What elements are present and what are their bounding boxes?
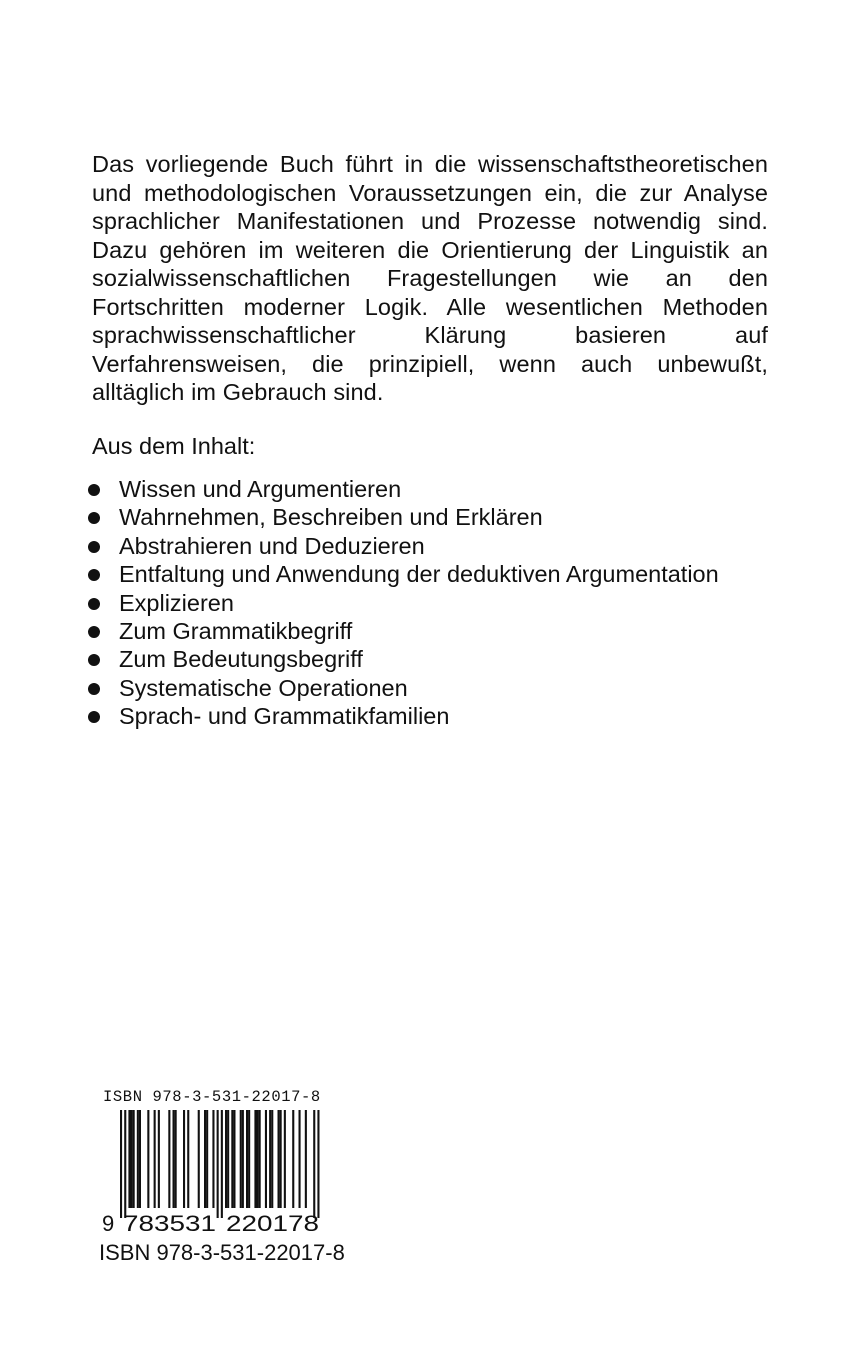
bullet-icon xyxy=(88,598,100,610)
barcode-bar xyxy=(158,1110,160,1208)
barcode-digits-left: 783531 xyxy=(123,1211,216,1234)
barcode-bar xyxy=(204,1110,206,1208)
barcode-bar xyxy=(124,1110,126,1218)
contents-item-label: Explizieren xyxy=(119,589,234,616)
barcode-bar xyxy=(292,1110,294,1208)
barcode-bar xyxy=(231,1110,233,1208)
barcode-bar xyxy=(187,1110,189,1208)
barcode-bar xyxy=(212,1110,214,1208)
contents-item xyxy=(88,645,719,673)
barcode-bar xyxy=(221,1110,223,1218)
bullet-icon xyxy=(88,711,100,723)
barcode-bar xyxy=(217,1110,219,1218)
barcode-bar xyxy=(198,1110,200,1208)
contents-item xyxy=(88,617,719,645)
barcode-bar xyxy=(248,1110,250,1208)
barcode-bar xyxy=(154,1110,156,1208)
barcode-bar xyxy=(305,1110,307,1208)
barcode-bar xyxy=(313,1110,315,1218)
contents-item xyxy=(88,702,719,730)
contents-item-label: Entfaltung und Anwendung der deduktiven Argumentation xyxy=(119,561,719,588)
barcode-bar xyxy=(280,1110,282,1208)
barcode-bar xyxy=(269,1110,271,1208)
contents-item-label: Sprach- und Grammatikfamilien xyxy=(119,703,450,730)
barcode-bar xyxy=(128,1110,130,1208)
barcode-bar xyxy=(225,1110,227,1208)
bullet-icon xyxy=(88,683,100,695)
barcode-bar xyxy=(317,1110,319,1218)
barcode-bar xyxy=(278,1110,280,1208)
contents-item xyxy=(88,589,719,617)
barcode-bar xyxy=(133,1110,135,1208)
bullet-icon xyxy=(88,626,100,638)
contents-item xyxy=(88,503,719,531)
barcode-digit-first: 9 xyxy=(102,1211,115,1234)
bullet-icon xyxy=(88,654,100,666)
barcode-bar xyxy=(147,1110,149,1208)
barcode-bar xyxy=(175,1110,177,1208)
contents-heading: Aus dem Inhalt: xyxy=(92,433,256,459)
barcode-bar xyxy=(299,1110,301,1208)
barcode-bar xyxy=(246,1110,248,1208)
barcode-bar xyxy=(240,1110,242,1208)
contents-item-label: Zum Bedeutungsbegriff xyxy=(119,646,363,673)
barcode-bar xyxy=(131,1110,133,1208)
barcode-bar xyxy=(242,1110,244,1208)
barcode-bar xyxy=(183,1110,185,1208)
contents-item-label: Wahrnehmen, Beschreiben und Erklären xyxy=(119,504,543,531)
contents-item xyxy=(88,560,719,588)
barcode-bar xyxy=(233,1110,235,1208)
contents-item-label: Zum Grammatikbegriff xyxy=(119,618,353,645)
barcode-bar xyxy=(173,1110,175,1208)
barcode-bar xyxy=(139,1110,141,1208)
back-cover-blurb: Das vorliegende Buch führt in die wissenschaftstheoretischen und methodologischen Voraussetzungen ein, die zur Analyse sprachlicher Manifestationen und Prozesse notwendig sind. Dazu gehören im weiteren die Orientierung der Linguistik an sozialwissenschaftlichen Fragestellungen wie an den Fortschritten moderner Logik. Alle wesentlichen Methoden sprachwissenschaftlicher Klärung basieren auf Verfahrensweisen, die prinzipiell, wenn auch unbewußt, alltäglich im Gebrauch sind. xyxy=(92,151,768,405)
barcode-bar xyxy=(284,1110,286,1208)
barcode-digits-right: 220178 xyxy=(226,1211,319,1234)
barcode-bar xyxy=(254,1110,256,1208)
barcode-bars xyxy=(120,1110,320,1218)
contents-item-label: Abstrahieren und Deduzieren xyxy=(119,532,425,559)
bullet-icon xyxy=(88,569,100,581)
barcode-isbn-label: ISBN 978-3-531-22017-8 xyxy=(103,1088,321,1106)
barcode-bar xyxy=(168,1110,170,1208)
bullet-icon xyxy=(88,541,100,553)
barcode-bar xyxy=(227,1110,229,1208)
contents-item xyxy=(88,475,719,503)
isbn-number: ISBN 978-3-531-22017-8 xyxy=(99,1240,345,1265)
barcode-bar xyxy=(265,1110,267,1208)
barcode-bar xyxy=(206,1110,208,1208)
contents-item-label: Systematische Operationen xyxy=(119,674,408,701)
contents-item xyxy=(88,532,719,560)
contents-item-label: Wissen und Argumentieren xyxy=(119,476,402,502)
contents-list xyxy=(88,475,719,731)
bullet-icon xyxy=(88,484,100,496)
contents-item xyxy=(88,674,719,702)
barcode-bar xyxy=(120,1110,122,1218)
barcode-bar xyxy=(271,1110,273,1208)
barcode-bar xyxy=(259,1110,261,1208)
isbn-barcode xyxy=(100,1110,340,1234)
barcode-bar xyxy=(137,1110,139,1208)
bullet-icon xyxy=(88,512,100,524)
barcode-bar xyxy=(257,1110,259,1208)
